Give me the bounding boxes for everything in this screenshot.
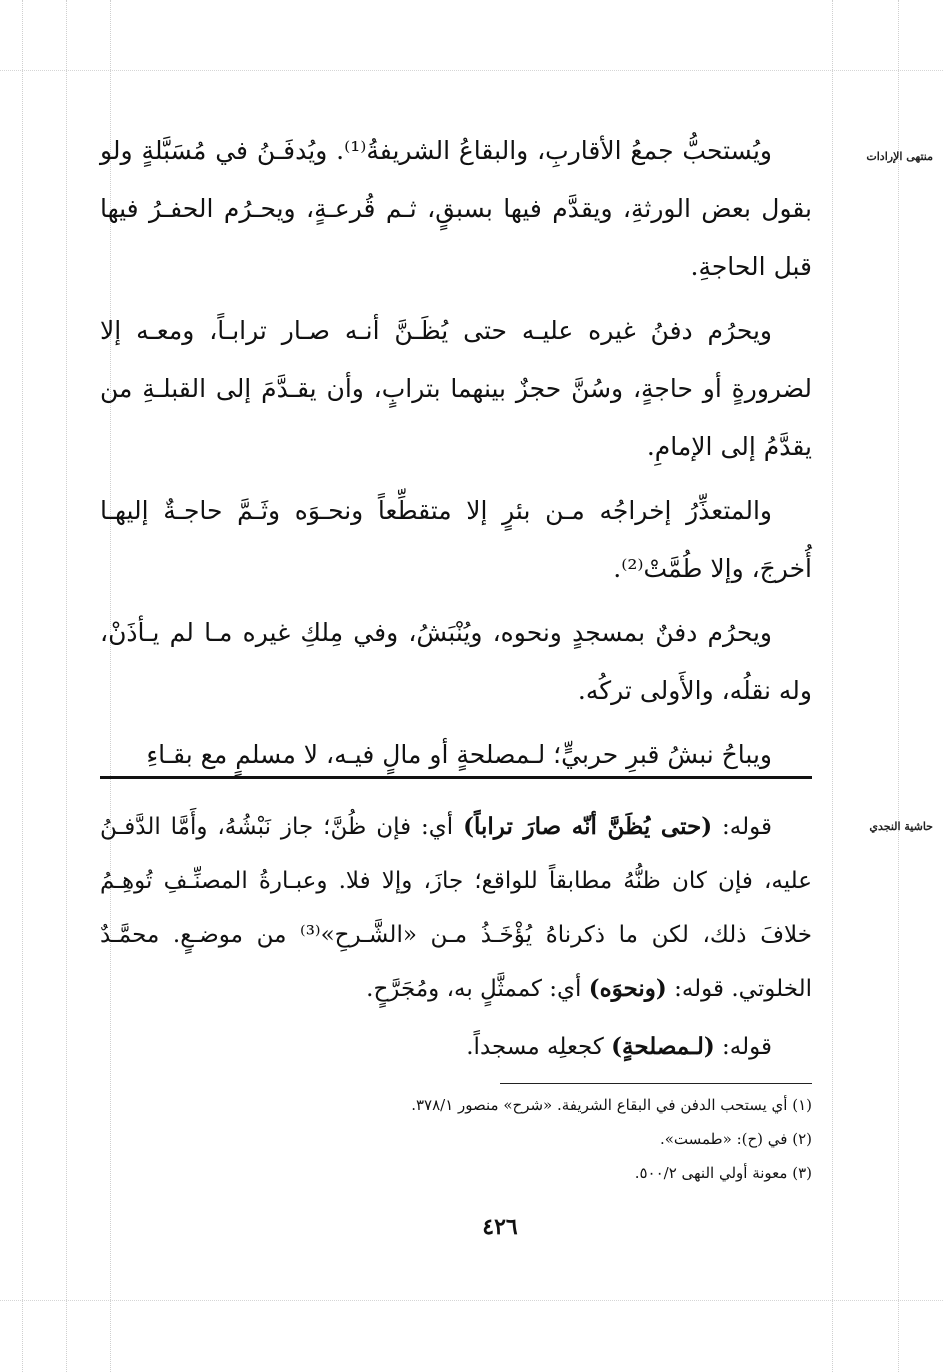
hashiya-quote: (لـمصلحةٍ): [611, 1033, 715, 1060]
hashiya-quote: (ونحوَه): [588, 975, 667, 1002]
hashiya-quote: (حتى يُظَنَّ أنّه صارَ تراباً): [463, 813, 713, 840]
main-paragraph: ويباحُ نبشُ قبرِ حربيٍّ؛ لـمصلحةٍ أو مالٍ فيـه، لا مسلمٍ مع بقـاءِ: [146, 740, 772, 769]
footnote-rule: [500, 1083, 812, 1084]
hashiya-paragraph: [100, 800, 812, 1016]
main-paragraph: ويحرُم دفنُ غيره عليـه حتى يُظَـنَّ أنـه صـار ترابـاً، ومعـه إلا لضرورةٍ أو حاجةٍ، وسُنَّ حجزٌ بينهما بترابٍ، وأن يقـدَّمَ إلى القبلـةِ من يقدَّمُ إلى الإمامِ.: [100, 316, 812, 461]
main-paragraph: ويُستحبُّ جمعُ الأقاربِ، والبقاعُ الشريفةُ⁽¹⁾. ويُدفَـنُ في مُسَبَّلةٍ ولو بقول بعض الورثةِ، ويقدَّم فيها بسبقٍ، ثـم قُرعـةٍ، ويحـرُم الحفـرُ فيها قبل الحاجةِ.: [100, 136, 812, 281]
side-title-hashiya: حاشية النجدي: [869, 820, 933, 833]
hashiya-text: [100, 800, 812, 1078]
footnote: (٢) في (ح): «طمست».: [659, 1130, 812, 1148]
grid-line: [0, 70, 943, 71]
main-paragraph: ويحرُم دفنٌ بمسجدٍ ونحوه، ويُنْبَشُ، وفي مِلكِ غيره مـا لم يـأذَنْ، وله نقلُه، والأَولى تركُه.: [100, 618, 812, 705]
grid-line: [22, 0, 23, 1372]
page-number: ٤٢٦: [482, 1214, 518, 1240]
hashiya-body: أي: فإن ظُنَّ؛ جاز نَبْشُهُ، وأَمَّا الدَّفـنُ عليه، فإن كان ظنُّهُ مطابقاً للواقع؛ جازَ، وإلا فلا. وعبـارةُ المصنِّـفِ تُوهِـمُ خلافَ ذلك، لكن ما ذكرناهُ يُؤْخَـذُ مـن «الشَّـرحِ»⁽³⁾ من موضـعٍ. محمَّـدٌ الخلوتي. قوله:: [100, 814, 812, 1002]
hashiya-prefix: قوله:: [714, 1034, 772, 1060]
hashiya-body: كجعلِه مسجداً.: [466, 1034, 612, 1060]
side-title-main: منتهى الإرادات: [866, 150, 933, 163]
hashiya-prefix: قوله:: [712, 814, 773, 840]
hashiya-paragraph: [100, 1020, 812, 1074]
grid-line: [832, 0, 833, 1372]
main-paragraph: والمتعذِّرُ إخراجُه مـن بئرٍ إلا متقطِّعاً ونحـوَه وثَـمَّ حاجـةٌ إليهـا أُخرجَ، وإلا طُمَّتْ⁽²⁾.: [100, 496, 812, 583]
section-divider: [100, 776, 812, 779]
grid-line: [0, 1300, 943, 1301]
main-text: [100, 122, 812, 784]
footnote: (١) أي يستحب الدفن في البقاع الشريفة. «شرح» منصور ٣٧٨/١.: [411, 1096, 812, 1114]
footnote: (٣) معونة أولي النهى ٥٠٠/٢.: [634, 1164, 812, 1182]
footnotes: [100, 1088, 812, 1190]
grid-line: [898, 0, 899, 1372]
grid-line: [66, 0, 67, 1372]
hashiya-body: أي: كممثَّلٍ به، ومُجَرَّحٍ.: [366, 976, 589, 1002]
